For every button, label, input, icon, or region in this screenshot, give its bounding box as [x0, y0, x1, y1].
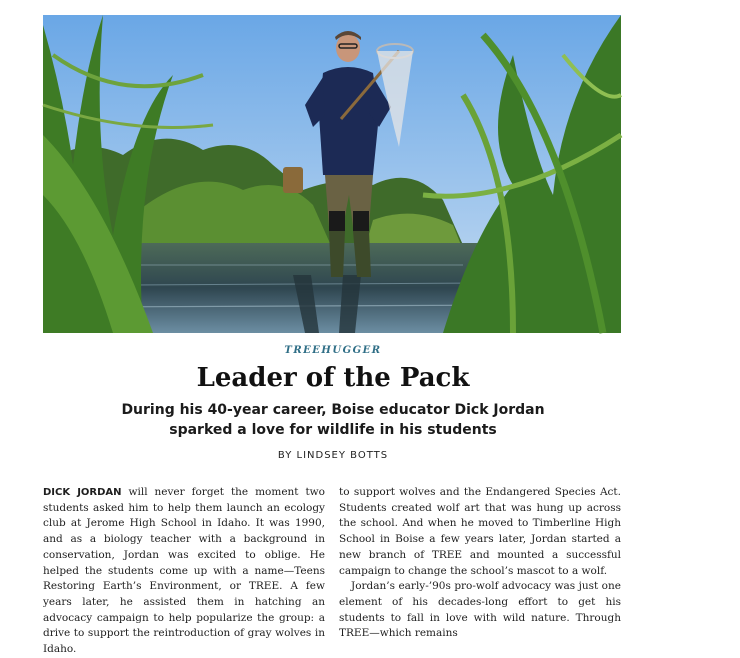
article-byline: BY LINDSEY BOTTS — [277, 450, 389, 461]
article-headline: Leader of the Pack — [196, 363, 470, 393]
hero-photo — [43, 15, 621, 333]
body-column-left — [43, 485, 325, 656]
body-column-right — [339, 485, 621, 640]
body-paragraph: Jordan’s early-’90s pro-wolf advocacy was just one element of his decades-long effort to get his students to fall in love with wild nature. Through TREE—which remains — [339, 580, 621, 640]
lead-name: DICK JORDAN — [43, 487, 122, 498]
section-kicker: TREEHUGGER — [284, 345, 382, 356]
body-paragraph: to support wolves and the Endangered Species Act. Students created wolf art that was hung up across the school. And when he moved to Timberline High School in Boise a few years later, Jordan started a new branch of TREE and mounted a successful campaign to change the school’s mascot to a wolf. — [339, 486, 621, 577]
body-paragraph — [43, 485, 325, 658]
photo-teacher-in-pond — [43, 15, 621, 333]
body-text: will never forget the moment two students asked him to help them launch an ecology club at Jerome High School in Idaho. It was 1990, and as a biology teacher with a background in conservation, Jordan was excited to oblige. He helped the students come up with a name—Teens Restoring Earth’s Environment, or TREE. A few years later, he assisted them in hatching an advocacy campaign to help popularize the group: a drive to support the reintroduction of gray wolves in Idaho. — [43, 486, 325, 656]
article-dek: During his 40-year career, Boise educator Dick Jordan sparked a love for wildlife in his students — [121, 402, 545, 438]
